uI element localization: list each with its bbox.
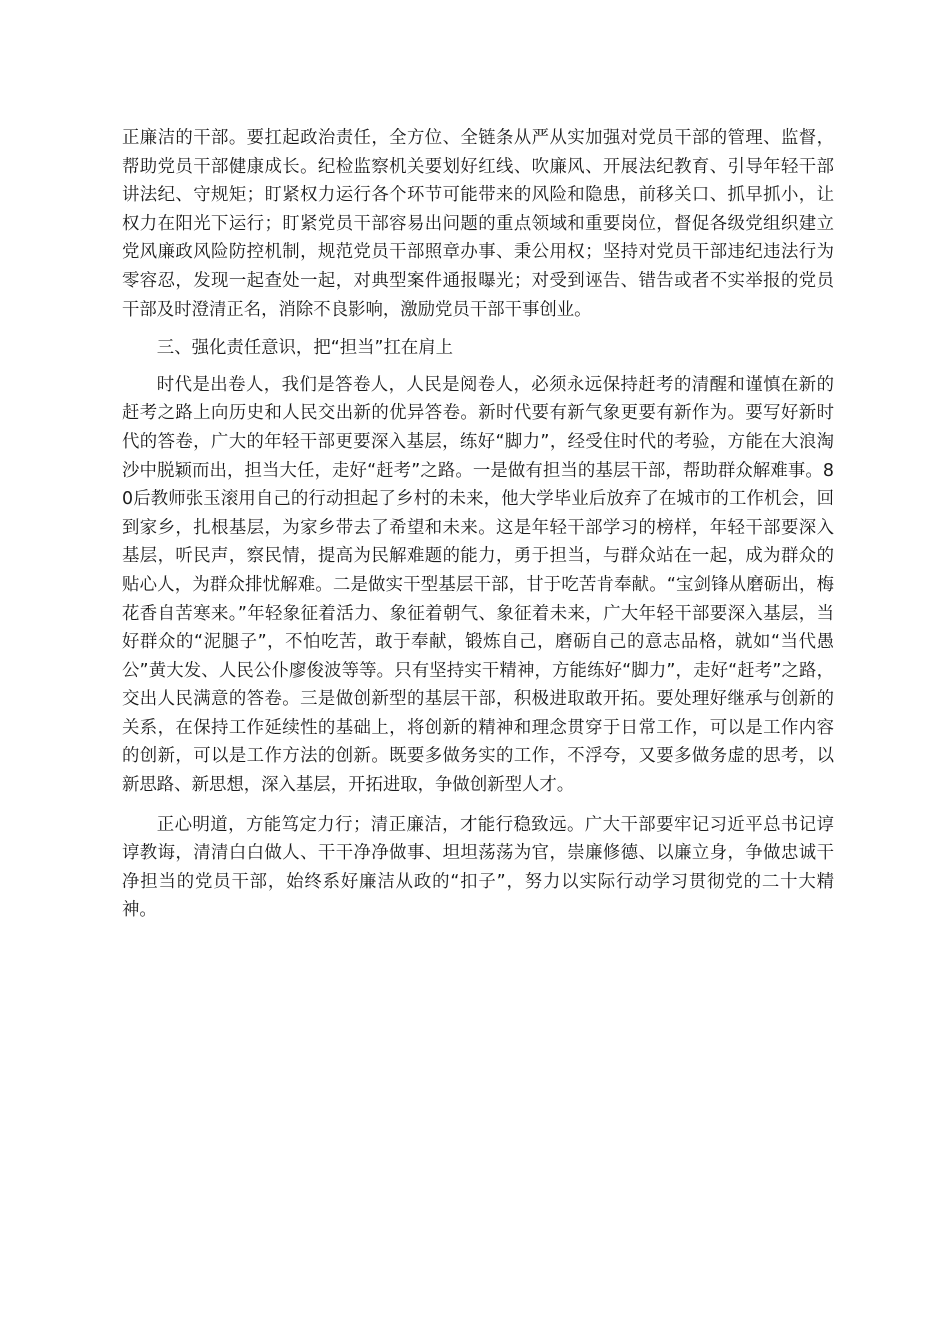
paragraph-body: 时代是出卷人，我们是答卷人，人民是阅卷人，必须永远保持赶考的清醒和谨慎在新的赶考之路上向历史和人民交出新的优异答卷。新时代要有新气象更要有新作为。要写好新时代的答卷，广大的年轻干部更要深入基层，练好“脚力”，经受住时代的考验，方能在大浪淘沙中脱颖而出，担当大任，走好“赶考”之路。一是做有担当的基层干部，帮助群众解难事。80后教师张玉滚用自己的行动担起了乡村的未来，他大学毕业后放弃了在城市的工作机会，回到家乡，扎根基层，为家乡带去了希望和未来。这是年轻干部学习的榜样，年轻干部要深入基层，听民声，察民情，提高为民解难题的能力，勇于担当，与群众站在一起，成为群众的贴心人，为群众排忧解难。二是做实干型基层干部，甘于吃苦肯奉献。“宝剑锋从磨砺出，梅花香自苦寒来。”年轻象征着活力、象征着朝气、象征着未来，广大年轻干部要深入基层，当好群众的“泥腿子”，不怕吃苦，敢于奉献，锻炼自己，磨砺自己的意志品格，就如“当代愚公”黄大发、人民公仆廖俊波等等。只有坚持实干精神，方能练好“脚力”，走好“赶考”之路，交出人民满意的答卷。三是做创新型的基层干部，积极进取敢开拓。要处理好继承与创新的关系，在保持工作延续性的基础上，将创新的精神和理念贯穿于日常工作，可以是工作内容的创新，可以是工作方法的创新。既要多做务实的工作，不浮夸，又要多做务虚的思考，以新思路、新思想，深入基层，开拓进取，争做创新型人才。 [122, 374, 834, 796]
paragraph-conclusion: 正心明道，方能笃定力行；清正廉洁，才能行稳致远。广大干部要牢记习近平总书记谆谆教诲，清清白白做人、干干净净做事、坦坦荡荡为官，崇廉修德、以廉立身，争做忠诚干净担当的党员干部，始终系好廉洁从政的“扣子”，努力以实际行动学习贯彻党的二十大精神。 [122, 814, 834, 921]
paragraph-continuation: 正廉洁的干部。要扛起政治责任，全方位、全链条从严从实加强对党员干部的管理、监督，帮助党员干部健康成长。纪检监察机关要划好红线、吹廉风、开展法纪教育、引导年轻干部讲法纪、守规矩；盯紧权力运行各个环节可能带来的风险和隐患，前移关口、抓早抓小，让权力在阳光下运行；盯紧党员干部容易出问题的重点领域和重要岗位，督促各级党组织建立党风廉政风险防控机制，规范党员干部照章办事、秉公用权；坚持对党员干部违纪违法行为零容忍，发现一起查处一起，对典型案件通报曝光；对受到诬告、错告或者不实举报的党员干部及时澄清正名，消除不良影响，激励党员干部干事创业。 [122, 128, 834, 320]
section-heading: 三、强化责任意识，把“担当”扛在肩上 [156, 338, 454, 359]
document-page [122, 124, 834, 925]
